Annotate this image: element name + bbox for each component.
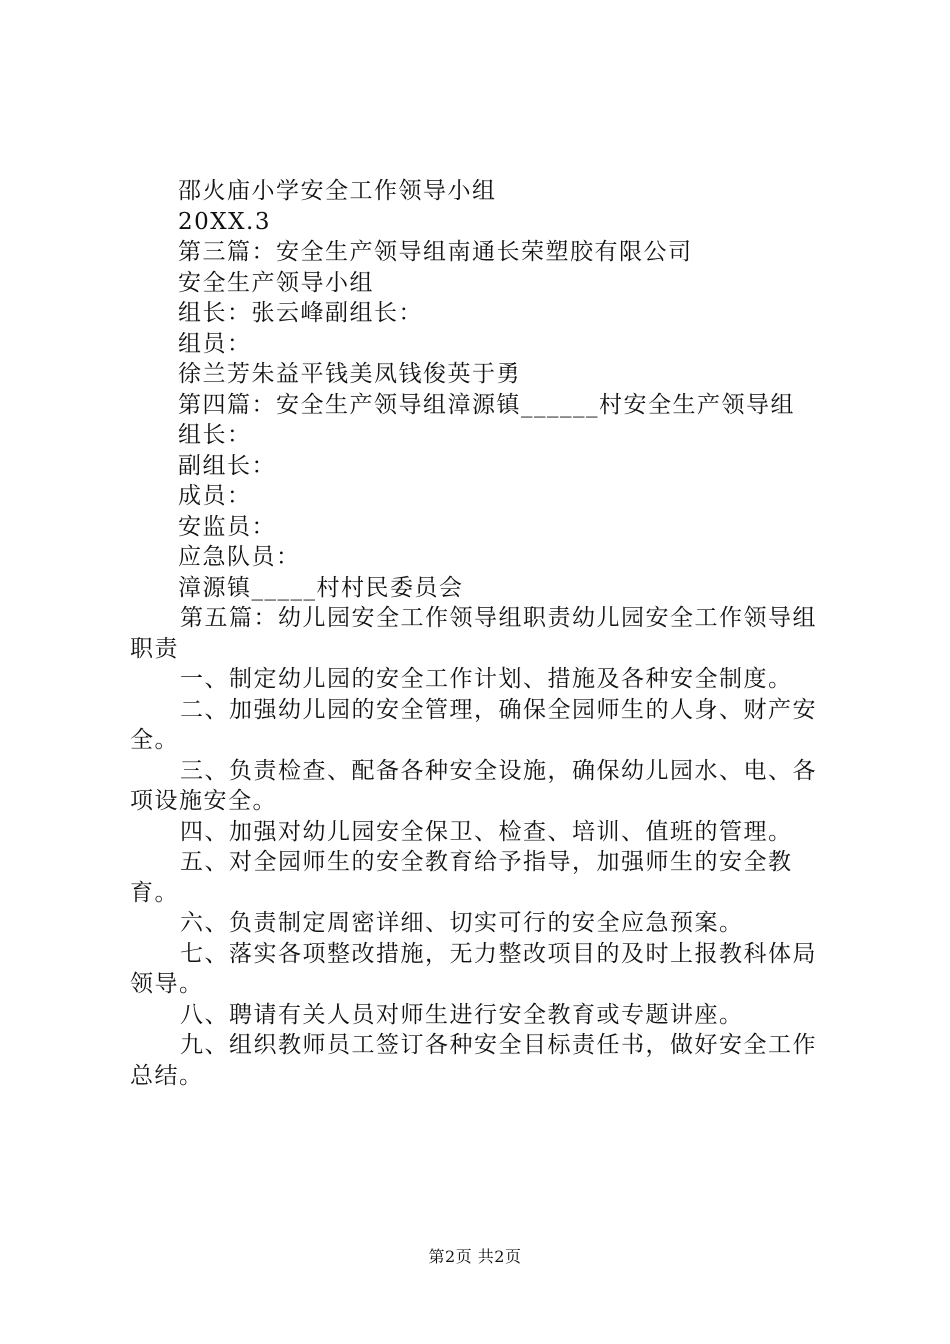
duty-item: 一、制定幼儿园的安全工作计划、措施及各种安全制度。 bbox=[180, 666, 793, 692]
duty-item: 四、加强对幼儿园安全保卫、检查、培训、值班的管理。 bbox=[180, 818, 793, 845]
text-line: 安全生产领导小组 bbox=[178, 269, 374, 296]
text-line: 徐兰芳朱益平钱美凤钱俊英于勇 bbox=[178, 361, 521, 387]
text-line: 20XX.3 bbox=[178, 208, 271, 235]
text-line: 应急队员： bbox=[178, 544, 301, 570]
text-line: 组长： bbox=[178, 422, 252, 448]
section-heading: 第四篇：安全生产领导组漳源镇______村安全生产领导组 bbox=[178, 391, 795, 418]
text-line: 组长：张云峰副组长： bbox=[178, 300, 423, 326]
duty-item: 九、组织教师员工签订各种安全目标责任书，做好安全工作总结。 bbox=[130, 1032, 817, 1089]
duty-item: 八、聘请有关人员对师生进行安全教育或专题讲座。 bbox=[180, 1001, 744, 1028]
section-heading: 第五篇：幼儿园安全工作领导组职责幼儿园安全工作领导组职责 bbox=[130, 605, 817, 662]
page-footer: 第2页 共2页 bbox=[428, 1247, 522, 1266]
duty-item: 五、对全园师生的安全教育给予指导，加强师生的安全教育。 bbox=[130, 849, 793, 906]
text-line: 邵火庙小学安全工作领导小组 bbox=[178, 178, 497, 204]
text-line: 安监员： bbox=[178, 513, 276, 540]
text-line: 副组长： bbox=[178, 452, 276, 479]
duty-item: 三、负责检查、配备各种安全设施，确保幼儿园水、电、各项设施安全。 bbox=[130, 757, 817, 814]
text-line: 组员： bbox=[178, 330, 252, 357]
document-body bbox=[130, 176, 838, 1091]
section-heading: 第三篇：安全生产领导组南通长荣塑胶有限公司 bbox=[178, 239, 693, 265]
duty-item: 七、落实各项整改措施，无力整改项目的及时上报教科体局领导。 bbox=[130, 940, 817, 997]
duty-item: 二、加强幼儿园的安全管理，确保全园师生的人身、财产安全。 bbox=[130, 696, 817, 753]
text-line: 成员： bbox=[178, 483, 252, 509]
text-line: 漳源镇_____村村民委员会 bbox=[178, 574, 464, 601]
duty-item: 六、负责制定周密详细、切实可行的安全应急预案。 bbox=[180, 910, 744, 936]
